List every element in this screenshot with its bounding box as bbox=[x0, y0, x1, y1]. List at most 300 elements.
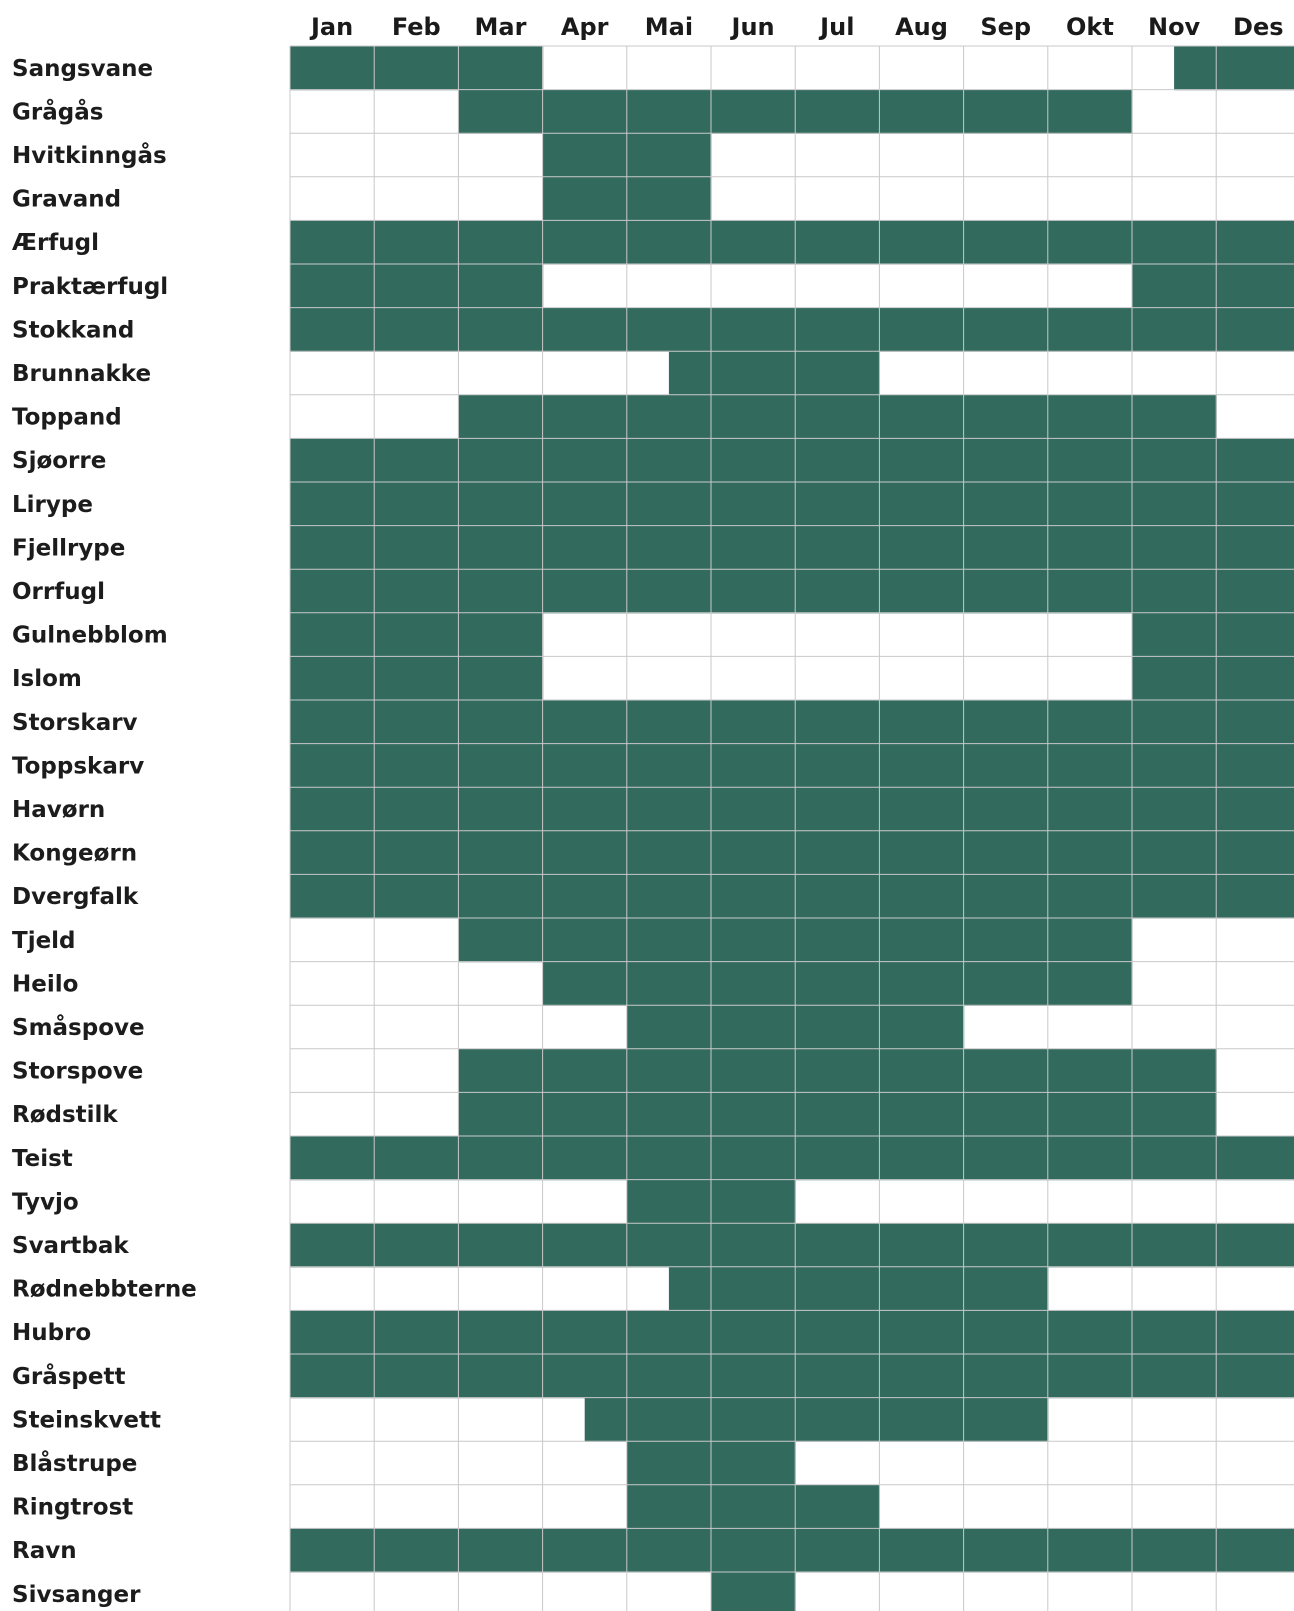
species-label: Praktærfugl bbox=[12, 273, 169, 300]
season-cell bbox=[711, 90, 796, 134]
season-cell bbox=[627, 918, 712, 962]
month-label-aug: Aug bbox=[895, 13, 948, 41]
season-cell bbox=[543, 874, 628, 918]
season-cell bbox=[458, 1049, 543, 1093]
season-cell bbox=[879, 220, 964, 264]
season-cell bbox=[879, 569, 964, 613]
species-label: Rødnebbterne bbox=[12, 1276, 197, 1303]
season-cell bbox=[795, 1005, 880, 1049]
season-cell bbox=[374, 438, 459, 482]
season-cell bbox=[458, 482, 543, 526]
season-cell bbox=[458, 526, 543, 570]
season-cell bbox=[1216, 482, 1294, 526]
season-cell bbox=[627, 874, 712, 918]
season-cell bbox=[1216, 1528, 1294, 1572]
season-cell bbox=[374, 1223, 459, 1267]
season-cell bbox=[290, 1136, 375, 1180]
season-cell bbox=[964, 220, 1049, 264]
season-cell bbox=[964, 1049, 1049, 1093]
season-cell bbox=[879, 1398, 964, 1442]
season-cell bbox=[711, 395, 796, 439]
season-cell bbox=[1048, 962, 1133, 1006]
season-cell bbox=[711, 308, 796, 352]
species-label: Fjellrype bbox=[12, 535, 126, 562]
season-cell bbox=[543, 1136, 628, 1180]
season-cell bbox=[711, 1049, 796, 1093]
season-cell bbox=[290, 831, 375, 875]
season-cell bbox=[711, 787, 796, 831]
season-cell bbox=[711, 1005, 796, 1049]
season-cell bbox=[1216, 831, 1294, 875]
month-label-apr: Apr bbox=[560, 13, 609, 41]
season-cell bbox=[290, 1528, 375, 1572]
season-cell bbox=[795, 787, 880, 831]
season-cell bbox=[627, 482, 712, 526]
season-cell bbox=[458, 1092, 543, 1136]
species-label: Rødstilk bbox=[12, 1102, 118, 1129]
season-cell bbox=[543, 1049, 628, 1093]
season-cell bbox=[374, 1136, 459, 1180]
month-label-des: Des bbox=[1233, 13, 1284, 41]
season-cell bbox=[879, 1310, 964, 1354]
season-cell bbox=[964, 482, 1049, 526]
season-cell bbox=[290, 308, 375, 352]
species-label: Islom bbox=[12, 666, 82, 693]
season-cell bbox=[1216, 744, 1294, 788]
season-cell bbox=[627, 1310, 712, 1354]
season-cell bbox=[964, 1528, 1049, 1572]
season-cell bbox=[1132, 787, 1217, 831]
season-cell bbox=[1216, 1136, 1294, 1180]
season-cell bbox=[1132, 744, 1217, 788]
month-label-nov: Nov bbox=[1147, 13, 1201, 41]
season-cell bbox=[1048, 918, 1133, 962]
season-cell bbox=[1048, 1528, 1133, 1572]
season-cell bbox=[1132, 1223, 1217, 1267]
species-label: Sivsanger bbox=[12, 1581, 141, 1608]
species-label: Ringtrost bbox=[12, 1494, 134, 1521]
season-cell bbox=[627, 787, 712, 831]
season-cell bbox=[711, 569, 796, 613]
season-cell bbox=[374, 46, 459, 90]
season-cell bbox=[627, 1441, 712, 1485]
season-cell bbox=[374, 656, 459, 700]
season-cell bbox=[627, 1049, 712, 1093]
season-cell bbox=[879, 918, 964, 962]
species-labels bbox=[12, 56, 197, 1608]
season-cell bbox=[711, 438, 796, 482]
season-cell bbox=[290, 700, 375, 744]
season-cell bbox=[543, 308, 628, 352]
season-cell bbox=[1048, 220, 1133, 264]
season-cell bbox=[374, 1354, 459, 1398]
season-cell bbox=[711, 1572, 796, 1611]
season-cell bbox=[1048, 90, 1133, 134]
season-cell bbox=[1048, 787, 1133, 831]
season-cell bbox=[879, 1528, 964, 1572]
season-cell bbox=[458, 90, 543, 134]
season-cell bbox=[374, 874, 459, 918]
season-cell bbox=[711, 1267, 796, 1311]
season-cell bbox=[543, 395, 628, 439]
season-cell bbox=[458, 1223, 543, 1267]
species-label: Hubro bbox=[12, 1320, 92, 1347]
season-cell bbox=[627, 1354, 712, 1398]
species-label: Heilo bbox=[12, 971, 79, 998]
season-cell bbox=[543, 90, 628, 134]
season-cell bbox=[1216, 656, 1294, 700]
season-cell bbox=[627, 90, 712, 134]
season-cell bbox=[290, 438, 375, 482]
season-cell bbox=[795, 526, 880, 570]
season-cell bbox=[374, 700, 459, 744]
season-cell bbox=[1132, 831, 1217, 875]
season-cell bbox=[1132, 874, 1217, 918]
season-cell bbox=[795, 308, 880, 352]
season-cell bbox=[795, 700, 880, 744]
season-cell bbox=[543, 831, 628, 875]
month-header bbox=[309, 13, 1284, 41]
season-cell bbox=[1132, 1092, 1217, 1136]
species-label: Lirype bbox=[12, 491, 93, 518]
season-cell bbox=[711, 1092, 796, 1136]
season-cell bbox=[1132, 482, 1217, 526]
season-cell bbox=[1216, 1310, 1294, 1354]
season-cell bbox=[458, 700, 543, 744]
species-label: Grågås bbox=[12, 99, 104, 126]
species-label: Stokkand bbox=[12, 317, 135, 344]
season-cell bbox=[964, 874, 1049, 918]
season-cell bbox=[964, 962, 1049, 1006]
season-cell bbox=[795, 395, 880, 439]
species-label: Kongeørn bbox=[12, 840, 138, 867]
season-cell bbox=[458, 831, 543, 875]
season-cell bbox=[543, 1528, 628, 1572]
season-cell bbox=[795, 874, 880, 918]
season-cell bbox=[627, 1136, 712, 1180]
season-cell bbox=[543, 177, 628, 221]
season-cell bbox=[627, 744, 712, 788]
season-cell bbox=[879, 438, 964, 482]
season-cell bbox=[627, 1223, 712, 1267]
season-cell bbox=[290, 656, 375, 700]
month-label-okt: Okt bbox=[1065, 13, 1114, 41]
season-cell bbox=[1132, 1354, 1217, 1398]
season-cell bbox=[795, 1398, 880, 1442]
species-label: Sjøorre bbox=[12, 448, 107, 475]
season-cell bbox=[458, 613, 543, 657]
season-cell bbox=[1132, 264, 1217, 308]
season-cell bbox=[879, 1049, 964, 1093]
season-cell bbox=[1132, 308, 1217, 352]
season-cell bbox=[1048, 1049, 1133, 1093]
season-cell bbox=[964, 526, 1049, 570]
species-label: Sangsvane bbox=[12, 55, 154, 82]
season-cell bbox=[711, 1528, 796, 1572]
season-cell bbox=[711, 1398, 796, 1442]
season-cell bbox=[585, 1398, 628, 1442]
season-cell bbox=[374, 744, 459, 788]
season-cell bbox=[543, 526, 628, 570]
season-cell bbox=[458, 874, 543, 918]
season-cell bbox=[879, 1354, 964, 1398]
season-cell bbox=[374, 220, 459, 264]
season-cell bbox=[290, 744, 375, 788]
season-cell bbox=[711, 1310, 796, 1354]
season-cell bbox=[1132, 1049, 1217, 1093]
season-cell bbox=[290, 787, 375, 831]
species-label: Ærfugl bbox=[12, 230, 100, 257]
season-cell bbox=[711, 1441, 796, 1485]
season-cell bbox=[458, 46, 543, 90]
season-cell bbox=[879, 482, 964, 526]
season-cell bbox=[374, 569, 459, 613]
season-cell bbox=[879, 308, 964, 352]
season-cell bbox=[1216, 264, 1294, 308]
season-cell bbox=[795, 1485, 880, 1529]
season-cell bbox=[879, 962, 964, 1006]
season-cell bbox=[1132, 395, 1217, 439]
season-cell bbox=[374, 526, 459, 570]
species-label: Ravn bbox=[12, 1538, 77, 1565]
season-cell bbox=[795, 744, 880, 788]
season-cell bbox=[879, 831, 964, 875]
season-cell bbox=[1132, 438, 1217, 482]
season-cell bbox=[543, 438, 628, 482]
season-cell bbox=[879, 1136, 964, 1180]
season-cell bbox=[879, 787, 964, 831]
season-cell bbox=[543, 744, 628, 788]
species-label: Gråspett bbox=[12, 1363, 126, 1390]
season-cell bbox=[458, 1136, 543, 1180]
season-cell bbox=[627, 831, 712, 875]
season-cell bbox=[543, 1223, 628, 1267]
season-cell bbox=[627, 1398, 712, 1442]
season-cell bbox=[458, 569, 543, 613]
season-cell bbox=[627, 1092, 712, 1136]
season-cell bbox=[711, 831, 796, 875]
season-cell bbox=[711, 526, 796, 570]
species-label: Steinskvett bbox=[12, 1407, 161, 1434]
season-cell bbox=[669, 351, 712, 395]
season-cell bbox=[795, 220, 880, 264]
season-cell bbox=[795, 438, 880, 482]
season-cell bbox=[1048, 395, 1133, 439]
season-cell bbox=[795, 1354, 880, 1398]
season-cell bbox=[1048, 1092, 1133, 1136]
species-label: Storspove bbox=[12, 1058, 144, 1085]
season-cell bbox=[1216, 220, 1294, 264]
season-cell bbox=[627, 1528, 712, 1572]
season-cell bbox=[1216, 1223, 1294, 1267]
season-cell bbox=[374, 1310, 459, 1354]
season-cell bbox=[711, 482, 796, 526]
season-cell bbox=[1048, 569, 1133, 613]
season-cell bbox=[290, 874, 375, 918]
season-cell bbox=[458, 1354, 543, 1398]
season-cell bbox=[795, 962, 880, 1006]
month-label-jul: Jul bbox=[820, 13, 855, 41]
season-cell bbox=[711, 220, 796, 264]
season-cell bbox=[964, 918, 1049, 962]
season-cell bbox=[795, 1310, 880, 1354]
season-cell bbox=[627, 962, 712, 1006]
season-cell bbox=[374, 1528, 459, 1572]
season-cell bbox=[711, 1223, 796, 1267]
species-label: Orrfugl bbox=[12, 579, 105, 605]
season-cell bbox=[458, 438, 543, 482]
season-cell bbox=[1216, 613, 1294, 657]
season-cell bbox=[290, 482, 375, 526]
season-cell bbox=[1048, 438, 1133, 482]
species-label: Småspove bbox=[12, 1015, 145, 1041]
season-cell bbox=[795, 482, 880, 526]
season-cell bbox=[711, 700, 796, 744]
season-cell bbox=[1132, 569, 1217, 613]
season-cell bbox=[627, 308, 712, 352]
season-cell bbox=[879, 526, 964, 570]
season-cell bbox=[543, 569, 628, 613]
species-label: Havørn bbox=[12, 797, 106, 823]
species-label: Svartbak bbox=[12, 1233, 129, 1259]
season-cell bbox=[1048, 1223, 1133, 1267]
month-label-mai: Mai bbox=[644, 13, 694, 41]
season-cell bbox=[1048, 1136, 1133, 1180]
season-cell bbox=[1216, 308, 1294, 352]
species-label: Brunnakke bbox=[12, 361, 152, 387]
species-label: Gravand bbox=[12, 186, 122, 213]
season-cell bbox=[964, 1398, 1049, 1442]
season-cell bbox=[711, 1180, 796, 1224]
season-cell bbox=[290, 1354, 375, 1398]
season-cell bbox=[543, 700, 628, 744]
species-label: Toppand bbox=[12, 404, 122, 431]
season-cell bbox=[1132, 526, 1217, 570]
season-cell bbox=[669, 1267, 712, 1311]
season-cell bbox=[795, 1092, 880, 1136]
season-cell bbox=[1048, 831, 1133, 875]
species-label: Tyvjo bbox=[12, 1189, 79, 1216]
season-cell bbox=[1048, 482, 1133, 526]
season-cell bbox=[711, 1354, 796, 1398]
season-cell bbox=[879, 1223, 964, 1267]
season-cell bbox=[1216, 438, 1294, 482]
season-cell bbox=[627, 1005, 712, 1049]
month-label-sep: Sep bbox=[980, 13, 1032, 41]
season-cell bbox=[1216, 1354, 1294, 1398]
season-cell bbox=[1048, 308, 1133, 352]
season-cell bbox=[795, 351, 880, 395]
season-cell bbox=[879, 1092, 964, 1136]
season-cell bbox=[627, 526, 712, 570]
season-cell bbox=[627, 177, 712, 221]
season-cell bbox=[1132, 1528, 1217, 1572]
season-cell bbox=[1216, 526, 1294, 570]
season-cell bbox=[627, 438, 712, 482]
season-cell bbox=[879, 1005, 964, 1049]
season-cell bbox=[879, 700, 964, 744]
season-cell bbox=[795, 918, 880, 962]
season-cell bbox=[711, 874, 796, 918]
season-cell bbox=[1174, 46, 1217, 90]
season-cell bbox=[1048, 526, 1133, 570]
season-cell bbox=[964, 831, 1049, 875]
season-cell bbox=[458, 220, 543, 264]
season-cell bbox=[458, 395, 543, 439]
season-cell bbox=[795, 831, 880, 875]
season-cell bbox=[290, 1223, 375, 1267]
season-cell bbox=[1132, 1136, 1217, 1180]
season-cell bbox=[290, 46, 375, 90]
season-cell bbox=[1216, 700, 1294, 744]
month-label-jun: Jun bbox=[731, 13, 775, 41]
season-cell bbox=[1048, 744, 1133, 788]
season-cell bbox=[964, 395, 1049, 439]
season-cell bbox=[374, 264, 459, 308]
season-cell bbox=[290, 1310, 375, 1354]
season-cell bbox=[627, 1485, 712, 1529]
season-cell bbox=[964, 744, 1049, 788]
season-cell bbox=[290, 526, 375, 570]
season-cell bbox=[964, 1092, 1049, 1136]
season-cell bbox=[627, 133, 712, 177]
season-cell bbox=[543, 787, 628, 831]
season-cell bbox=[964, 1136, 1049, 1180]
season-cell bbox=[711, 1485, 796, 1529]
season-cell bbox=[1132, 220, 1217, 264]
season-cell bbox=[458, 918, 543, 962]
season-cell bbox=[543, 918, 628, 962]
season-cell bbox=[627, 569, 712, 613]
season-cell bbox=[964, 700, 1049, 744]
season-cell bbox=[1132, 1310, 1217, 1354]
season-cell bbox=[795, 1528, 880, 1572]
species-label: Tjeld bbox=[12, 927, 76, 954]
season-cell bbox=[1132, 613, 1217, 657]
season-cell bbox=[964, 1310, 1049, 1354]
season-cell bbox=[543, 962, 628, 1006]
species-label: Hvitkinngås bbox=[12, 143, 167, 169]
season-cell bbox=[964, 1267, 1049, 1311]
season-cell bbox=[543, 1092, 628, 1136]
season-cell bbox=[290, 220, 375, 264]
season-cell bbox=[458, 1528, 543, 1572]
season-cell bbox=[964, 1354, 1049, 1398]
season-cell bbox=[964, 90, 1049, 134]
species-label: Dvergfalk bbox=[12, 884, 139, 911]
season-cell bbox=[1048, 874, 1133, 918]
season-cell bbox=[964, 438, 1049, 482]
season-cell bbox=[290, 264, 375, 308]
season-cell bbox=[1216, 569, 1294, 613]
season-cell bbox=[458, 744, 543, 788]
season-cell bbox=[543, 220, 628, 264]
season-cell bbox=[879, 874, 964, 918]
season-cell bbox=[711, 962, 796, 1006]
season-cell bbox=[627, 395, 712, 439]
season-cell bbox=[374, 482, 459, 526]
season-cell bbox=[1048, 1310, 1133, 1354]
season-cell bbox=[1216, 46, 1294, 90]
month-label-mar: Mar bbox=[474, 13, 527, 41]
season-cell bbox=[543, 1354, 628, 1398]
species-label: Teist bbox=[12, 1145, 73, 1172]
season-cell bbox=[964, 787, 1049, 831]
season-cell bbox=[1132, 656, 1217, 700]
species-label: Gulnebblom bbox=[12, 622, 168, 649]
season-cell bbox=[711, 918, 796, 962]
season-cell bbox=[543, 482, 628, 526]
